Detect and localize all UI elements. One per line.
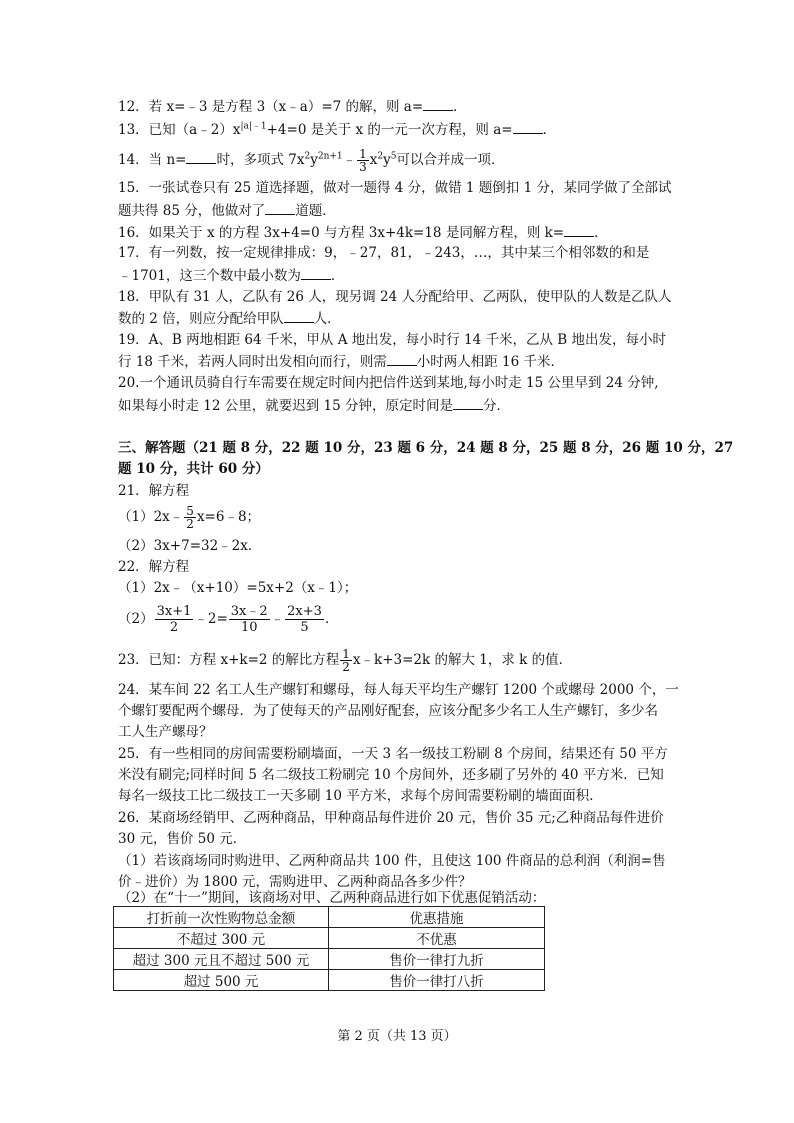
problem-26-line2: 30 元，售价 50 元． (118, 831, 247, 847)
problem-20-line2: 如果每小时走 12 公里，就要迟到 15 分钟，原定时间是 分． (118, 398, 511, 414)
fraction: $\frac{2x+3}{5}$ (287, 604, 322, 635)
problem-25-line3: 每名一级技工比二级技工一天多刷 10 平方米，求每个房间需要粉刷的墙面面积． (118, 788, 603, 804)
problem-21-q2: （2）3x+7=32﹣2x． (118, 538, 262, 554)
fraction: $\frac{3x﹣2}{10}$ (230, 604, 268, 635)
problem-20-line1: 20.一个通讯员骑自行车需要在规定时间内把信件送到某地,每小时走 15 公里早到 24 分钟, (118, 375, 659, 391)
answer-blank (387, 353, 417, 366)
table-header-row (114, 907, 545, 928)
table-row (114, 928, 545, 949)
problem-26-line3: （1）若该商场同时购进甲、乙两种商品共 100 件，且使这 100 件商品的总利润（利润=售 (118, 853, 666, 869)
table-cell: 售价一律打九折 (329, 949, 545, 970)
discount-table (113, 906, 545, 991)
problem-25-line2: 米没有刷完;同样时间 5 名二级技工粉刷完 10 个房间外，还多刷了另外的 40 平方米．已知 (118, 767, 664, 783)
problem-21-q1: （1）2x﹣ $\frac{5}{2}$ x=6﹣8； (118, 504, 261, 531)
problem-22-q1: （1）2x﹣（x+10）=5x+2（x﹣1）； (118, 580, 358, 596)
problem-15-line2: 题共得 85 分，他做对了 道题． (118, 203, 336, 219)
fraction: $\frac{3x+1}{2}$ (156, 604, 192, 635)
problem-21-title: 21．解方程 (118, 483, 190, 499)
problem-26-line1: 26．某商场经销甲、乙两种商品，甲种商品每件进价 20 元，售价 35 元;乙种商品每件进价 (118, 810, 664, 826)
problem-16: 16．如果关于 x 的方程 3x+4=0 与方程 3x+4k=18 是同解方程，则 k= ． (118, 225, 608, 241)
fraction: $\frac{1}{2}$ (342, 647, 350, 674)
table-cell: 超过 300 元且不超过 500 元 (114, 949, 329, 970)
problem-25-line1: 25．有一些相同的房间需要粉刷墙面，一天 3 名一级技工粉刷 8 个房间，结果还有 50 平方 (118, 746, 668, 762)
table-header: 优惠措施 (329, 907, 545, 928)
fraction: $\frac{1}{3}$ (359, 147, 367, 174)
problem-24-line3: 工人生产螺母？ (118, 724, 213, 740)
answer-blank (453, 397, 483, 410)
answer-blank (284, 310, 314, 323)
section-heading-line2: 题 10 分，共计 60 分） (118, 461, 269, 477)
problem-19-line1: 19．A、B 两地相距 64 千米，甲从 A 地出发，每小时行 14 千米，乙从 B 地出发，每小时 (118, 332, 666, 348)
problem-26-line5: （2）在“十一”期间，该商场对甲、乙两种商品进行如下优惠促销活动： (118, 890, 546, 906)
problem-14: 14．当 n= 时，多项式 $7x^2y^{2n+1}﹣$ $\frac{1}{3}$ $x^2y^5$可以合并成一项． (118, 147, 505, 174)
problem-15-line1: 15．一张试卷只有 25 道选择题，做对一题得 4 分，做错 1 题倒扣 1 分，某同学做了全部试 (118, 180, 672, 196)
answer-blank (423, 98, 453, 111)
table-cell: 超过 500 元 (114, 970, 329, 991)
problem-18-line2: 数的 2 倍，则应分配给甲队 人． (118, 311, 341, 327)
problem-12: 12．若 x=﹣3 是方程 3（x﹣a）=7 的解，则 a= ． (118, 99, 467, 115)
problem-26-line4: 价﹣进价）为 1800 元，需购进甲、乙两种商品各多少件？ (118, 874, 472, 890)
problem-13: 13．已知$(a﹣2)x^{|a|﹣1}+4=0$ 是关于 x 的一元一次方程，则 a= ． (118, 121, 557, 138)
table-cell: 不超过 300 元 (114, 928, 329, 949)
answer-blank (186, 151, 216, 164)
table-header: 打折前一次性购物总金额 (114, 907, 329, 928)
answer-blank (301, 267, 331, 280)
answer-blank (265, 202, 295, 215)
problem-17-line1: 17．有一列数，按一定规律排成：9，﹣27，81，﹣243，…，其中某三个相邻数的和是 (118, 245, 650, 261)
page-footer: 第 2 页（共 13 页） (337, 1029, 457, 1044)
problem-19-line2: 行 18 千米，若两人同时出发相向而行，则需 小时两人相距 16 千米． (118, 354, 565, 370)
problem-24-line1: 24．某车间 22 名工人生产螺钉和螺母，每人每天平均生产螺钉 1200 个或螺母 2000 个，一 (118, 682, 679, 698)
problem-22-title: 22．解方程 (118, 559, 190, 575)
problem-24-line2: 个螺钉要配两个螺母．为了使每天的产品刚好配套，应该分配多少名工人生产螺钉，多少名 (118, 703, 658, 719)
problem-18-line1: 18．甲队有 31 人，乙队有 26 人，现另调 24 人分配给甲、乙两队，使甲队的人数是乙队人 (118, 289, 672, 305)
answer-blank (513, 121, 543, 134)
table-row (114, 949, 545, 970)
table-cell: 不优惠 (329, 928, 545, 949)
fraction: $\frac{5}{2}$ (186, 504, 194, 531)
section-heading-line1: 三、解答题（21 题 8 分，22 题 10 分，23 题 6 分，24 题 8 分，25 题 8 分，26 题 10 分，27 (118, 440, 734, 456)
problem-22-q2: （2） $\frac{3x+1}{2}$ ﹣2= $\frac{3x﹣2}{10}$ ﹣ $\frac{2x+3}{5}$ ． (118, 604, 339, 635)
table-cell: 售价一律打八折 (329, 970, 545, 991)
problem-17-line2: ﹣1701，这三个数中最小数为 ． (118, 268, 345, 284)
problem-23: 23．已知：方程 x+k=2 的解比方程 $\frac{1}{2}$ x﹣k+3=2k 的解大 1，求 k 的值． (118, 647, 573, 674)
answer-blank (564, 224, 594, 237)
table-row (114, 970, 545, 991)
